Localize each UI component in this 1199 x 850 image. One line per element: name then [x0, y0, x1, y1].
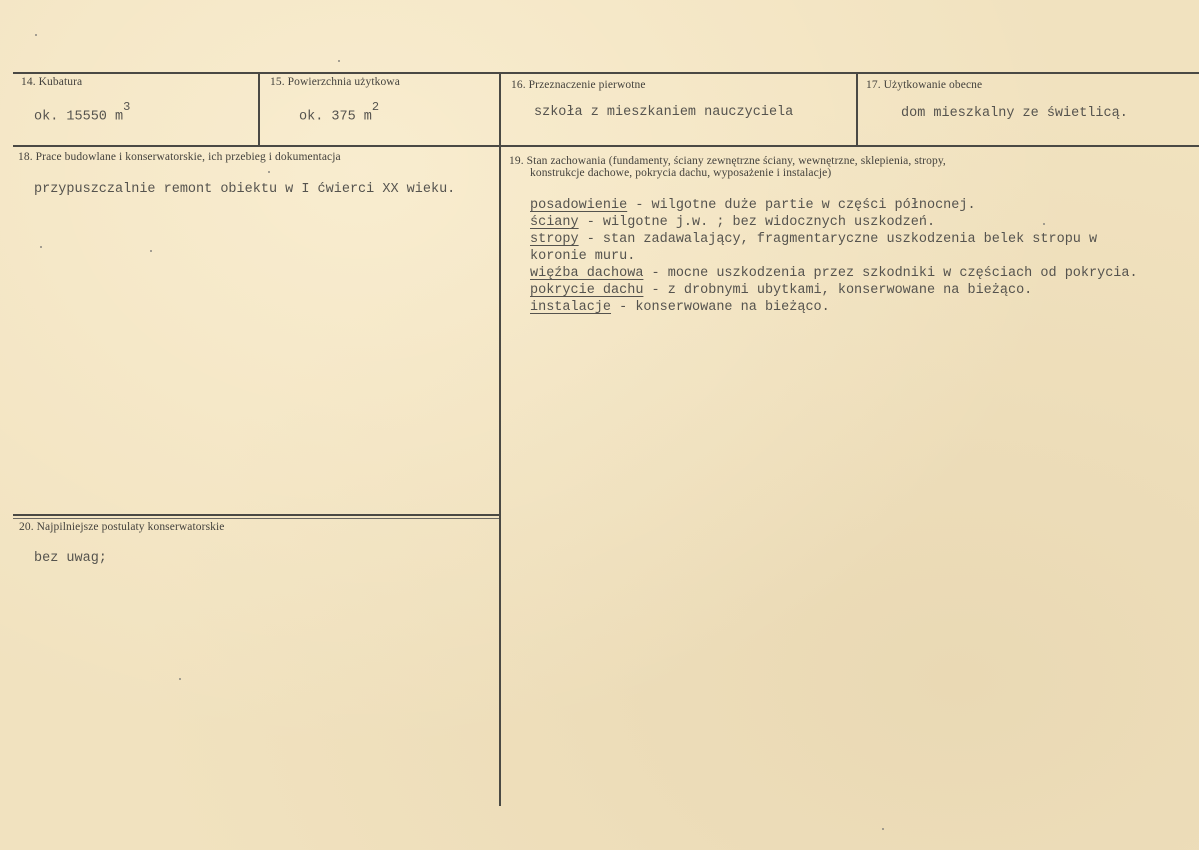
condition-line: [530, 215, 935, 230]
condition-description: - wilgotne j.w. ; bez widocznych uszkodzeń.: [578, 215, 936, 230]
field-16-label: 16. Przeznaczenie pierwotne: [511, 79, 646, 91]
condition-term: stropy: [530, 232, 579, 247]
condition-description: - konserwowane na bieżąco.: [611, 300, 830, 315]
condition-term: ściany: [530, 215, 579, 230]
condition-line: [530, 232, 1097, 247]
condition-description: - z drobnymi ubytkami, konserwowane na bieżąco.: [643, 283, 1033, 298]
condition-description: - stan zadawalający, fragmentaryczne uszkodzenia belek stropu w: [578, 232, 1098, 247]
field-15-exponent: 2: [371, 100, 380, 114]
paper-speck: [35, 34, 37, 36]
col-divider-3: [856, 73, 858, 145]
condition-description: - mocne uszkodzenia przez szkodniki w częściach od pokrycia.: [643, 266, 1138, 281]
condition-description: - wilgotne duże partie w części północnej.: [627, 198, 976, 213]
col-divider-2: [499, 73, 501, 806]
left-section-divider-rule-2: [13, 518, 499, 519]
paper-speck: [179, 678, 181, 680]
field-14-value-text: ok. 15550 m: [34, 109, 124, 125]
paper-speck: [882, 828, 884, 830]
field-19-label-line-2: konstrukcje dachowe, pokrycia dachu, wyposażenie i instalacje): [530, 167, 832, 179]
condition-term: więźba dachowa: [530, 266, 644, 281]
field-14-value: [34, 100, 131, 125]
field-15-value-text: ok. 375 m: [299, 109, 372, 125]
field-15-label: 15. Powierzchnia użytkowa: [270, 76, 400, 88]
condition-line: [530, 249, 635, 264]
condition-line: [530, 283, 1032, 298]
row-divider-rule: [13, 145, 1199, 147]
field-17-label: 17. Użytkowanie obecne: [866, 79, 983, 91]
condition-line: [530, 300, 830, 315]
condition-line: [530, 266, 1138, 281]
condition-term: instalacje: [530, 300, 612, 315]
top-rule: [13, 72, 1199, 74]
field-17-value: dom mieszkalny ze świetlicą.: [901, 106, 1128, 121]
condition-term: posadowienie: [530, 198, 628, 213]
paper-speck: [1043, 223, 1045, 225]
condition-description: koronie muru.: [530, 249, 636, 264]
left-section-divider-rule: [13, 514, 499, 516]
condition-term: pokrycie dachu: [530, 283, 644, 298]
condition-line: [530, 198, 976, 213]
field-14-exponent: 3: [123, 100, 131, 114]
field-18-label: 18. Prace budowlane i konserwatorskie, ich przebieg i dokumentacja: [18, 151, 341, 163]
field-18-value: przypuszczalnie remont obiektu w I ćwierci XX wieku.: [34, 182, 456, 197]
field-20-value: bez uwag;: [34, 551, 107, 566]
field-14-label: 14. Kubatura: [21, 76, 83, 88]
col-divider-1: [258, 73, 260, 145]
field-15-value: [299, 100, 380, 125]
field-20-label: 20. Najpilniejsze postulaty konserwatorskie: [19, 521, 225, 533]
field-16-value: szkoła z mieszkaniem nauczyciela: [534, 105, 794, 120]
paper-speck: [40, 246, 42, 248]
paper-speck: [150, 250, 152, 252]
paper-speck: [338, 60, 340, 62]
paper-speck: [268, 171, 270, 173]
field-19-label-line-1: 19. Stan zachowania (fundamenty, ściany zewnętrzne ściany, wewnętrzne, sklepienia, stropy,: [509, 155, 946, 167]
